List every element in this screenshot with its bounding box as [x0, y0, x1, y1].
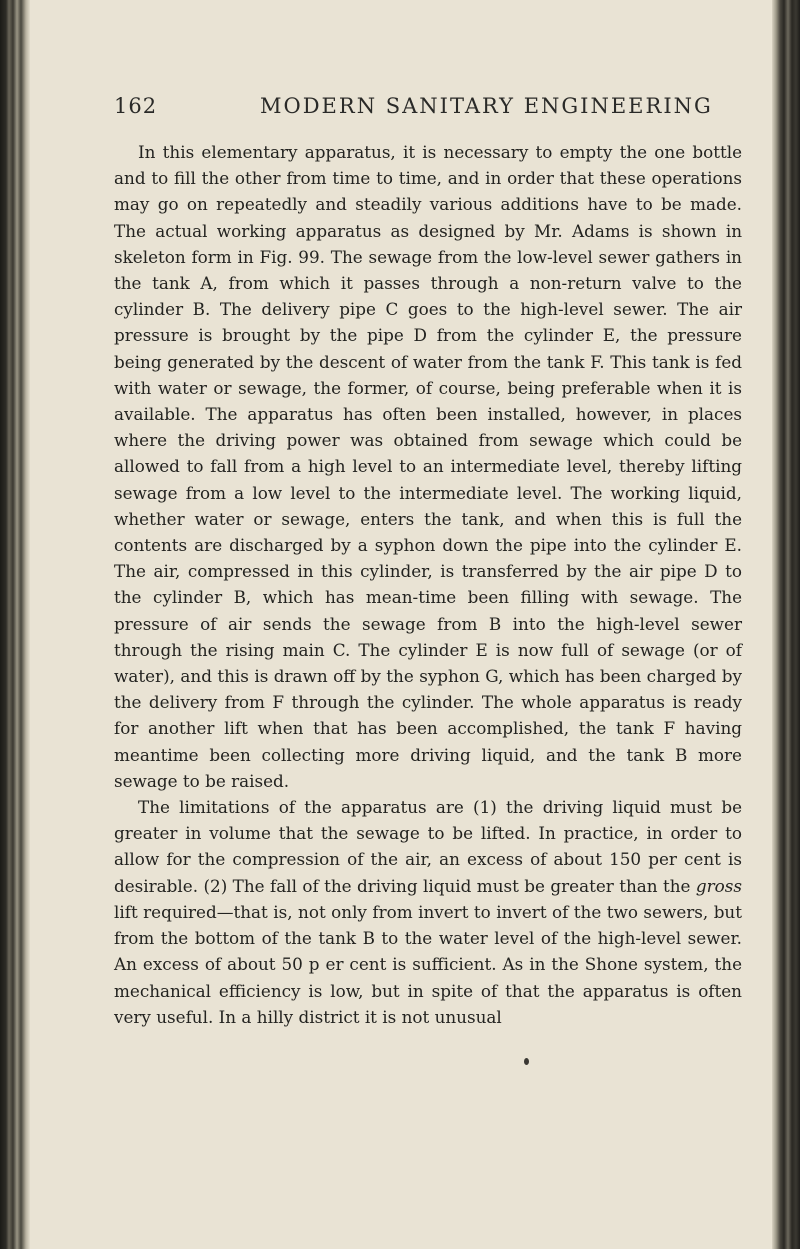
running-title: MODERN SANITARY ENGINEERING	[260, 94, 713, 118]
paragraph-text: lift required—that is, not only from invert to invert of the two sewers, but from the bottom of the tank B to the water level of the high-level sewer. An excess of about 50 p er cent is sufficient. As in the Shone system, the mechanical efficiency is low, but in spite of that the apparatus is often very useful. In a hilly district it is not unusual	[114, 901, 742, 1027]
italic-text: gross	[695, 875, 742, 896]
paragraph: In this elementary apparatus, it is necessary to empty the one bottle and to fill the other from time to time, and in order that these operations may go on repeatedly and steadily various additions have to be made. The actual working apparatus as designed by Mr. Adams is shown in skeleton form in Fig. 99. The sewage from the low-level sewer gathers in the tank A, from which it passes through a non-return valve to the cylinder B. The delivery pipe C goes to the high-level sewer. The air pressure is brought by the pipe D from the cylinder E, the pressure being generated by the descent of water from the tank F. This tank is fed with water or sewage, the former, of course, being preferable when it is available. The apparatus has often been installed, however, in places where the driving power was obtained from sewage which could be allowed to fall from a high level to an intermediate level, thereby lifting sewage from a low level to the intermediate level. The working liquid, whether water or sewage, enters the tank, and when this is full the contents are discharged by a syphon down the pipe into the cylinder E. The air, compressed in this cylinder, is transferred by the air pipe D to the cylinder B, which has mean-time been filling with sewage. The pressure of air sends the sewage from B into the high-level sewer through the rising main C. The cylinder E is now full of sewage (or of water), and this is drawn off by the syphon G, which has been charged by the delivery from F through the cylinder. The whole apparatus is ready for another lift when that has been accomplished, the tank F having meantime been collecting more driving liquid, and the tank B more sewage to be raised.	[114, 142, 742, 791]
page-header	[114, 94, 734, 124]
scan-edge-left	[0, 0, 30, 1249]
page-number: 162	[114, 94, 158, 118]
body-text	[114, 139, 742, 1030]
paragraph	[114, 794, 742, 1030]
paragraph-text: The limitations of the apparatus are (1) the driving liquid must be greater in volume that the sewage to be lifted. In practice, in order to allow for the compression of the air, an excess of about 150 per cent is desirable. (2) The fall of the driving liquid must be greater than the	[114, 797, 742, 896]
ink-speck	[524, 1058, 529, 1065]
scan-edge-right	[772, 0, 800, 1249]
